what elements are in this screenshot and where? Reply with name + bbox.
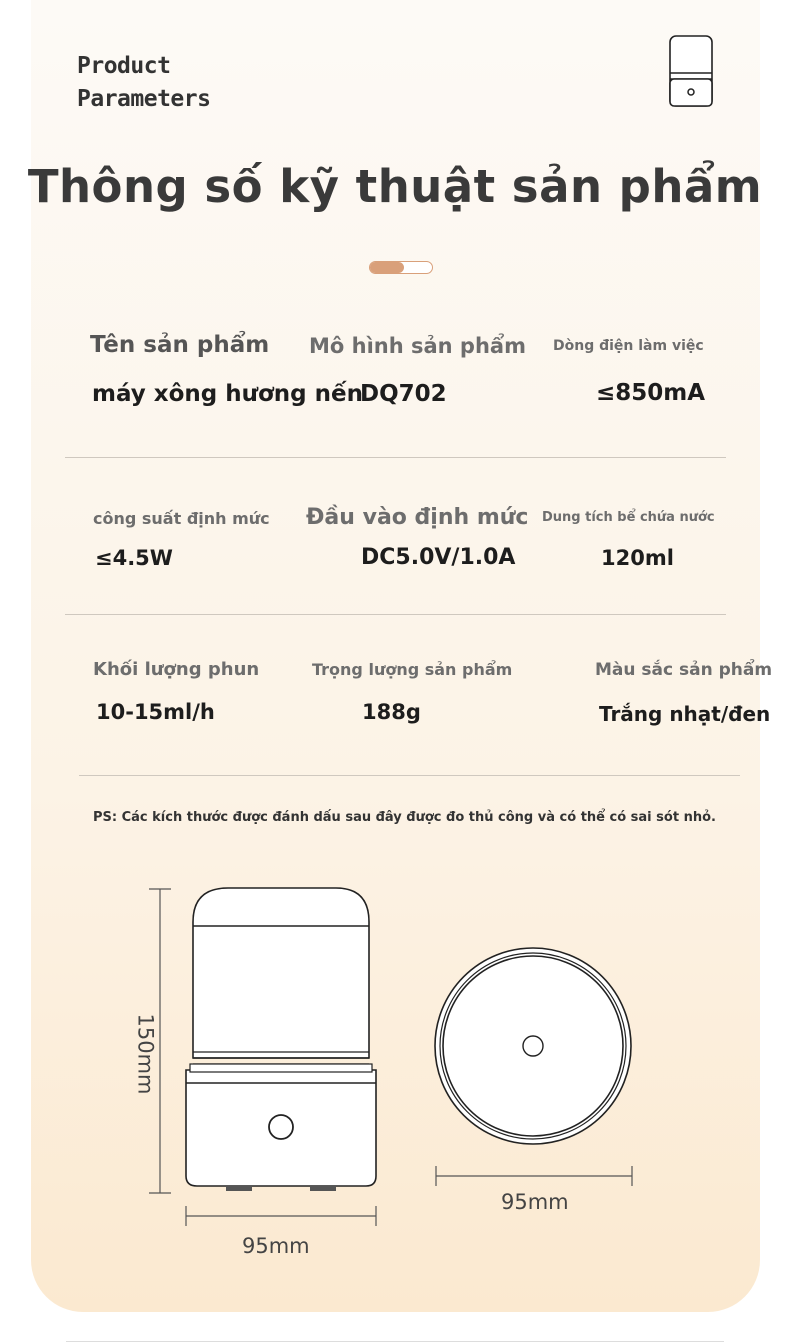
weight-label: Trọng lượng sản phẩm	[312, 660, 513, 679]
en-title-line2: Parameters	[77, 86, 211, 112]
section-heading-en	[77, 50, 210, 116]
front-width-label: 95mm	[242, 1234, 310, 1258]
top-width-dimension	[434, 1164, 636, 1188]
page-title: Thông số kỹ thuật sản phẩm	[27, 160, 763, 213]
spray-value: 10-15ml/h	[96, 700, 215, 724]
en-title-line1: Product	[77, 53, 171, 79]
tank-label: Dung tích bể chứa nước	[542, 510, 715, 525]
height-dimension-label: 150mm	[133, 1013, 158, 1095]
top-width-label: 95mm	[501, 1190, 569, 1214]
divider-2	[65, 614, 726, 615]
diffuser-thumbnail-icon	[666, 35, 716, 109]
spray-label: Khối lượng phun	[93, 659, 260, 680]
model-label: Mô hình sản phẩm	[309, 334, 526, 358]
top-view-drawing	[430, 940, 640, 1155]
input-value: DC5.0V/1.0A	[361, 545, 516, 570]
divider-1	[65, 457, 726, 458]
product-name-value: máy xông hương nến	[92, 381, 364, 407]
measurement-note: PS: Các kích thước được đánh dấu sau đây được đo thủ công và có thể có sai sót nhỏ.	[93, 810, 716, 825]
weight-value: 188g	[362, 700, 421, 724]
input-label: Đầu vào định mức	[306, 505, 529, 530]
front-view-drawing	[140, 880, 390, 1210]
title-indicator	[369, 261, 433, 274]
color-label: Màu sắc sản phẩm	[595, 660, 773, 680]
model-value: DQ702	[360, 381, 447, 407]
title-indicator-fill	[370, 262, 404, 273]
current-value: ≤850mA	[596, 380, 706, 406]
page-bottom-line	[66, 1341, 724, 1342]
product-name-label: Tên sản phẩm	[90, 332, 270, 358]
tank-value: 120ml	[601, 546, 674, 570]
power-label: công suất định mức	[93, 509, 270, 528]
current-label: Dòng điện làm việc	[553, 338, 704, 354]
front-width-dimension	[185, 1205, 379, 1227]
divider-3	[79, 775, 740, 776]
color-value: Trắng nhạt/đen	[599, 702, 771, 726]
power-value: ≤4.5W	[95, 546, 173, 570]
